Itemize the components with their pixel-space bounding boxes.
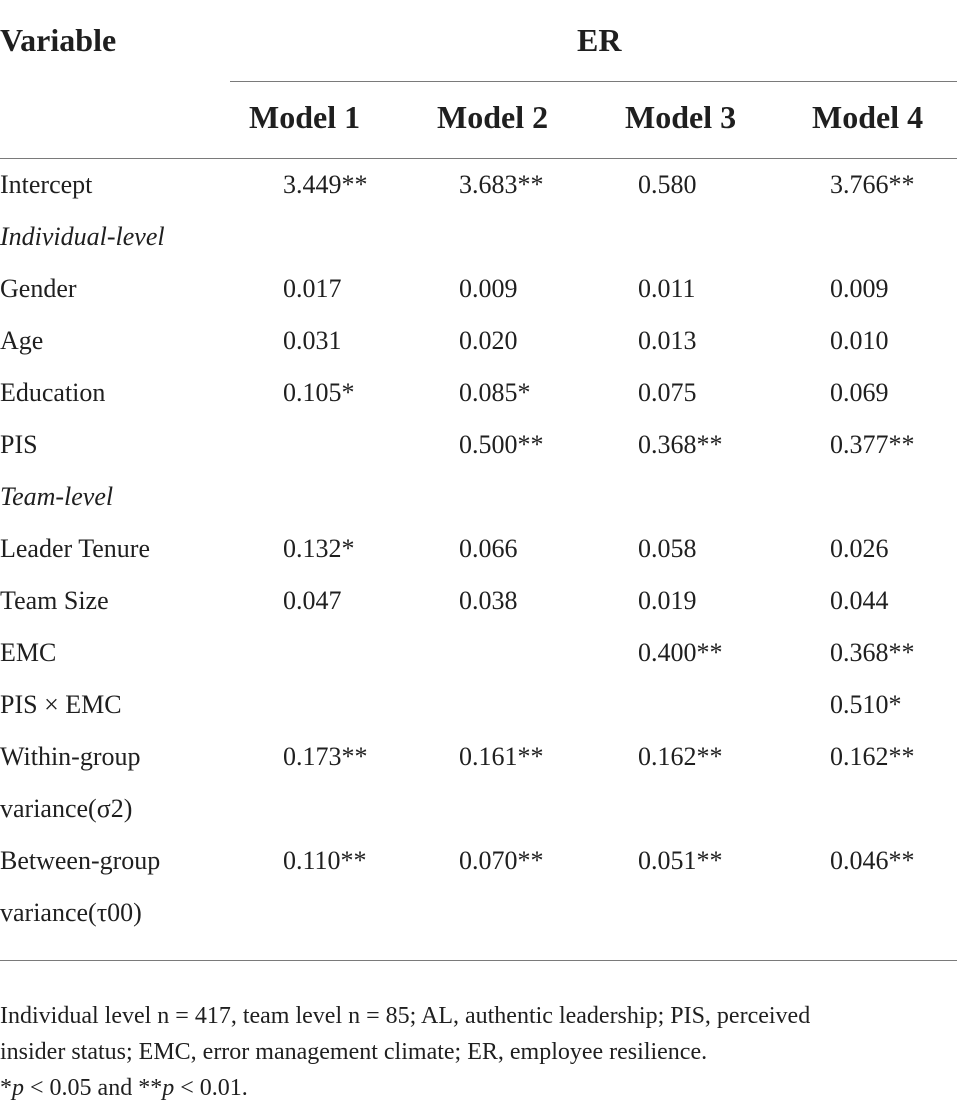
table-cell: 0.047 [283,586,342,615]
table-cell: 3.683** [459,170,544,199]
table-cell: 0.011 [638,274,696,303]
footnote-star: * [0,1075,12,1101]
table-cell: 3.449** [283,170,368,199]
footnote-line-1: Individual level n = 417, team level n = 85; AL, authentic leadership; PIS, perceived [0,1003,811,1029]
table-cell: 0.026 [830,534,889,563]
footnote-p-2: p [162,1075,175,1101]
table-cell: 0.368** [830,638,915,667]
table-cell: 0.044 [830,586,889,615]
header-group-er: ER [577,22,622,58]
footnote-sig-mid: < 0.05 and ** [24,1075,163,1101]
table-cell: 0.017 [283,274,342,303]
table-cell: 3.766** [830,170,915,199]
header-model-1: Model 1 [249,99,361,135]
table-cell: 0.368** [638,430,723,459]
table-cell: 0.162** [638,742,723,771]
table-cell: 0.132* [283,534,355,563]
footnote-line-2: insider status; EMC, error management climate; ER, employee resilience. [0,1039,708,1065]
table-cell: 0.162** [830,742,915,771]
rule-under-group [230,81,957,82]
table-cell: 0.173** [283,742,368,771]
header-model-2: Model 2 [437,99,549,135]
table-cell: 0.019 [638,586,697,615]
footnote [0,998,950,1106]
row-label: Intercept [0,170,93,199]
section-label: Individual-level [0,222,165,251]
table-cell: 0.009 [459,274,518,303]
row-label: EMC [0,638,57,667]
row-label: variance(τ00) [0,898,142,927]
table-cell: 0.051** [638,846,723,875]
rule-table-bottom [0,960,957,961]
footnote-p-1: p [12,1075,24,1101]
footnote-sig-end: < 0.01. [174,1075,248,1101]
row-label: PIS × EMC [0,690,122,719]
row-label: Age [0,326,44,355]
section-label: Team-level [0,482,114,511]
table-cell: 0.580 [638,170,697,199]
table-cell: 0.085* [459,378,531,407]
table-cell: 0.058 [638,534,697,563]
table-cell: 0.038 [459,586,518,615]
table-cell: 0.070** [459,846,544,875]
row-label: PIS [0,430,38,459]
table-cell: 0.400** [638,638,723,667]
table-cell: 0.161** [459,742,544,771]
row-label: Between-group [0,846,161,875]
table-cell: 0.110** [283,846,367,875]
row-label: Gender [0,274,77,303]
row-label: variance(σ2) [0,794,133,823]
row-label: Within-group [0,742,141,771]
header-model-3: Model 3 [625,99,737,135]
table-cell: 0.010 [830,326,889,355]
table-cell: 0.069 [830,378,889,407]
table-cell: 0.075 [638,378,697,407]
table-cell: 0.013 [638,326,697,355]
header-variable: Variable [0,22,117,58]
table-cell: 0.377** [830,430,915,459]
table-cell: 0.500** [459,430,544,459]
rule-under-header [0,158,957,159]
table-cell: 0.105* [283,378,355,407]
table-cell: 0.510* [830,690,902,719]
table-cell: 0.009 [830,274,889,303]
table-cell: 0.046** [830,846,915,875]
footnote-significance [0,1070,950,1106]
row-label: Team Size [0,586,109,615]
header-model-4: Model 4 [812,99,924,135]
table-cell: 0.020 [459,326,518,355]
table-cell: 0.066 [459,534,518,563]
row-label: Education [0,378,106,407]
table-cell: 0.031 [283,326,342,355]
row-label: Leader Tenure [0,534,150,563]
